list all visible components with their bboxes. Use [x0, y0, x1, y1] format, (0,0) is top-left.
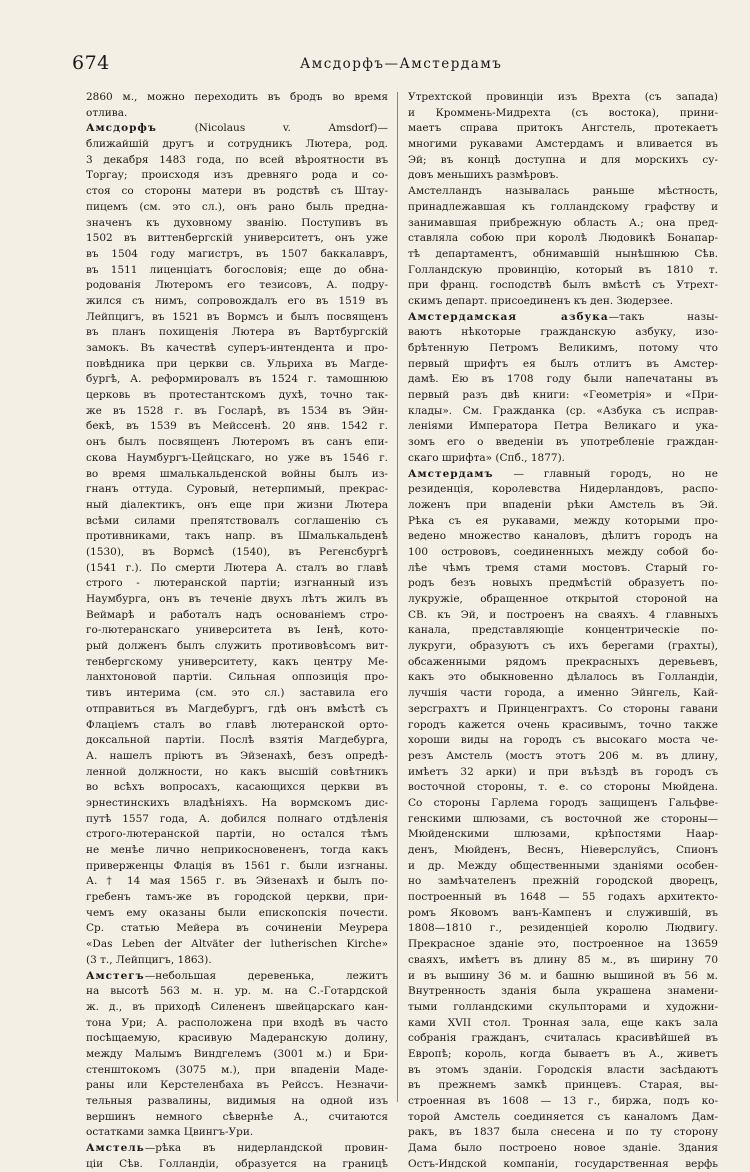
text-line [408, 859, 718, 875]
line-text: обсаженными рядомъ прекрасныхъ деревьевъ, [408, 655, 718, 668]
line-text: —рѣка въ нидерландской провин- [144, 1142, 388, 1155]
line-text: довъ меньшихъ размѣровъ. [408, 169, 559, 182]
line-text: но замѣчателенъ прежній городской дворецъ, [408, 875, 718, 888]
text-line [86, 325, 388, 341]
text-line [86, 874, 388, 890]
line-text: леніями Императора Петра Великаго и ука- [408, 420, 718, 433]
text-line [408, 921, 718, 937]
text-line [408, 545, 718, 561]
text-line [408, 278, 718, 294]
line-text: въ прежнемъ замкѣ принцевъ. Старая, вы- [408, 1079, 718, 1092]
text-line [408, 827, 718, 843]
line-text: въ планъ похищенія Лютера въ Вартбургскій [86, 326, 388, 339]
line-text: значенъ къ духовному званію. Поступивъ въ [86, 216, 388, 229]
line-text: (Nicolaus v. Amsdorf)— [156, 122, 388, 135]
line-text: го-лютеранскаго университета въ Іенѣ, кото- [86, 624, 388, 637]
line-text: Остъ-Индской компаніи, государственная верфь [408, 1157, 718, 1170]
text-line [408, 168, 718, 184]
text-line [408, 623, 718, 639]
line-text: А. † 14 мая 1565 г. въ Эйзенахѣ и былъ по- [86, 875, 388, 888]
line-text: ракъ, въ 1837 была снесена и по ту сторону [408, 1126, 718, 1139]
line-text: собранія гражданъ, считалась красивѣйшей въ [408, 1032, 718, 1045]
text-line [86, 184, 388, 200]
text-line [86, 686, 388, 702]
text-line [86, 639, 388, 655]
line-text: Лейпцигъ, въ 1521 въ Вормсъ и былъ посвященъ [86, 310, 388, 323]
page-number: 674 [72, 52, 110, 74]
text-line [408, 812, 718, 828]
line-text: Голландскую провинцію, который въ 1810 т. [408, 263, 718, 276]
text-line [86, 247, 388, 263]
line-text: Прекрасное зданіе это, построенное на 13659 [408, 938, 718, 951]
line-text: построенный въ 1648 — 55 годахъ архитекто- [408, 891, 718, 904]
text-line [408, 1047, 718, 1063]
text-line [408, 372, 718, 388]
text-line [86, 372, 388, 388]
text-line [86, 482, 388, 498]
text-line [408, 404, 718, 420]
text-line [86, 1078, 388, 1094]
line-text: ціи Сѣв. Голландіи, образуется на границѣ [86, 1157, 388, 1170]
line-text: родъ безъ новыхъ предмѣстій образуетъ по- [408, 577, 718, 590]
text-line [86, 780, 388, 796]
line-text: резъ Амстель (мостъ этотъ 206 м. въ длину, [408, 749, 718, 762]
line-text: Эй; въ концѣ доступна и для морскихъ су- [408, 153, 718, 166]
line-text: первый шрифтъ ея былъ отлитъ въ Амстер- [408, 357, 718, 370]
line-text: на высотѣ 563 м. н. ур. м. на С.-Готардской [86, 985, 388, 998]
line-text: и Кроммень-Мидрехта (съ востока), прини- [408, 106, 718, 119]
line-text: строенная въ 1608 — 13 г., биржа, подъ ко- [408, 1095, 718, 1107]
line-text: скова Наумбургъ-Цейцскаго, но уже въ 1546 г. [86, 451, 388, 464]
line-text: не менѣе лично неприкосновененъ, тогда какъ [86, 844, 388, 856]
text-line [86, 623, 388, 639]
text-line [86, 168, 388, 184]
line-text: маетъ справа притокъ Ангстель, протекаетъ [408, 122, 718, 135]
text-line [408, 608, 718, 624]
line-text: противниками, такъ напр. въ Шмалькальденѣ [86, 530, 388, 543]
line-text: денъ, Мюйденъ, Веснъ, Нieверслуйсъ, Спионъ [408, 844, 718, 856]
line-text: тивъ интерима (см. это сл.) заставила его [86, 687, 388, 700]
line-text: рый долженъ былъ служить противовѣсомъ вит- [86, 640, 388, 653]
text-line [86, 984, 388, 1000]
line-text: 2860 м., можно переходить въ бродъ во время [86, 91, 388, 103]
text-line [86, 1063, 388, 1079]
text-line [408, 514, 718, 530]
text-line [408, 969, 718, 985]
text-line [408, 953, 718, 969]
line-text: остатками замка Цвингъ-Ури. [86, 1126, 254, 1139]
text-line [86, 1031, 388, 1047]
line-text: Утрехтской провинціи изъ Врехта (съ запада) [408, 91, 718, 103]
line-text: во время шмалькальденской войны былъ из- [86, 467, 388, 480]
line-text: ложенъ при впаденіи рѣки Амстель въ Эй. [408, 498, 718, 511]
text-line [408, 90, 718, 106]
line-text: раны или Керстеленбаха въ Рейссъ. Незначи- [86, 1079, 388, 1092]
line-text: (1541 г.). По смерти Лютера А. сталъ во главѣ [86, 561, 388, 574]
text-line [408, 184, 718, 200]
text-line [86, 278, 388, 294]
line-text: (1530), въ Вормсѣ (1540), въ Регенсбургѣ [86, 545, 388, 558]
line-text: тенбергскому университету, какъ центру Ме- [86, 655, 388, 668]
text-line [408, 325, 718, 341]
line-text: родованія Лютеромъ его тезисовъ, А. подру- [86, 279, 388, 292]
line-text: Со стороны Гарлема городъ защищенъ Гальфве- [408, 796, 718, 809]
line-text: вершинъ немного сѣвернѣе А., считаются [86, 1110, 388, 1123]
line-text: торой Амстель соединяется съ каналомъ Дам- [408, 1110, 718, 1123]
line-text: Веймарѣ и работалъ надъ основаніемъ стро- [86, 608, 388, 621]
text-line [86, 216, 388, 232]
text-line [86, 1047, 388, 1063]
line-text: тыми голландскими скульпторами и художни- [408, 1000, 718, 1013]
text-line [86, 106, 388, 122]
text-line [408, 106, 718, 122]
text-line [86, 451, 388, 467]
line-text: гнанъ оттуда. Суровый, нетерпимый, прекрас- [86, 483, 388, 496]
text-line [408, 843, 718, 859]
text-line [86, 294, 388, 310]
line-text: въ 1504 году магистръ, въ 1507 баккалавръ, [86, 247, 388, 260]
line-text: путѣ 1557 года, А. добился полнаго отдѣленія [86, 812, 388, 825]
text-line [408, 1000, 718, 1016]
text-line [408, 1125, 718, 1141]
entry-headword: Амстердамская азбука [408, 310, 609, 323]
line-text: Наумбурга, онъ въ теченіе двухъ лѣтъ жилъ въ [86, 593, 388, 605]
line-text: брѣтенную Петромъ Великимъ, потому что [408, 342, 718, 354]
line-text: —такъ назы- [608, 310, 718, 323]
line-text: скимъ департ. присоединенъ къ ден. Зюдерзее. [408, 294, 674, 307]
text-line [408, 294, 718, 310]
text-line [86, 765, 388, 781]
line-text: церковь въ протестантскомъ духѣ, точно так- [86, 389, 388, 402]
text-line [408, 984, 718, 1000]
line-text: стоя со стороны матери въ родствѣ съ Штау- [86, 185, 388, 198]
line-text: доксальной партіи. Послѣ взятія Магдебурга, [86, 734, 388, 747]
text-line [86, 1157, 388, 1172]
text-line [86, 514, 388, 530]
text-line [408, 216, 718, 232]
line-text: гребенъ тамъ-же въ городской церкви, при- [86, 891, 388, 904]
text-line [408, 247, 718, 263]
line-text: Торгау; происходя изъ древняго рода и со- [86, 169, 388, 182]
line-text: какъ это обыкновенно дѣлалось въ Голландіи, [408, 671, 718, 684]
line-text: первый разъ двѣ книги: «Геометрія» и «При- [408, 389, 718, 402]
line-text: бекѣ, въ 1539 въ Мейссенѣ. 20 янв. 1542 г. [86, 420, 388, 433]
text-line [86, 388, 388, 404]
text-line [86, 153, 388, 169]
text-line [408, 733, 718, 749]
line-text: восточной стороны, т. е. со стороны Мюйдена. [408, 781, 718, 794]
entry-start-line [86, 1141, 388, 1157]
line-text: ленной должности, но какъ высшій совѣтникъ [86, 765, 388, 778]
text-line [408, 153, 718, 169]
line-text: приверженцы Флація въ 1561 г. были изгнаны. [86, 859, 388, 872]
line-text: при франц. господствѣ былъ вмѣстѣ съ Утрехт- [408, 279, 718, 292]
line-text: 1808—1810 г., резиденціей королю Людвигу. [408, 922, 718, 935]
text-line [408, 655, 718, 671]
text-line [408, 890, 718, 906]
text-line [408, 749, 718, 765]
text-line [408, 592, 718, 608]
line-text: — главный городъ, но не [493, 467, 718, 480]
line-text: «Das Leben der Altväter der lutherischen Kirche» [86, 938, 388, 951]
text-line [408, 639, 718, 655]
text-line [86, 890, 388, 906]
text-line [86, 419, 388, 435]
text-line [86, 921, 388, 937]
text-line [86, 1094, 388, 1110]
text-line [408, 263, 718, 279]
line-text: ваютъ нѣкоторые гражданскую азбуку, изо- [408, 326, 718, 339]
line-text: 3 декабря 1483 года, по всей вѣроятности въ [86, 153, 388, 166]
line-text: замокъ. Въ качествѣ суперъ-интендента и про- [86, 342, 388, 354]
text-line [86, 404, 388, 420]
line-text: же въ 1528 г. въ Госларѣ, въ 1534 въ Эйн- [86, 404, 388, 417]
text-line [408, 498, 718, 514]
line-text: Ср. статью Мейера въ сочиненіи Меурера [86, 922, 388, 935]
line-text: онъ былъ посвященъ Лютеромъ въ санъ епи- [86, 436, 388, 449]
text-line [408, 529, 718, 545]
text-line [86, 435, 388, 451]
line-text: 100 острововъ, соединенныхъ между собой бо- [408, 545, 718, 558]
line-text: строго - лютеранской партіи; изгнанный изъ [86, 577, 388, 590]
line-text: —небольшая деревенька, лежитъ [144, 969, 388, 982]
text-line [408, 1157, 718, 1172]
text-line [86, 137, 388, 153]
line-text: 1502 въ виттенбергскій университетъ, онъ уже [86, 232, 388, 245]
line-text: повѣдника при церкви св. Ульриха въ Магде- [86, 357, 388, 370]
text-line [86, 812, 388, 828]
line-text: между Малымъ Виндгелемъ (3001 м.) и Бри- [86, 1047, 388, 1060]
text-line [86, 576, 388, 592]
text-line [86, 561, 388, 577]
text-line [86, 592, 388, 608]
line-text: А. нашелъ пріютъ въ Эйзенахѣ, безъ опредѣ- [86, 749, 388, 762]
text-line [408, 1078, 718, 1094]
entry-headword: Амстель [86, 1142, 145, 1155]
text-line [408, 121, 718, 137]
line-text: ланхтоновой партіи. Сильная оппозиція про- [86, 671, 388, 684]
line-text: во всѣхъ вопросахъ, касающихся церкви въ [86, 781, 388, 794]
text-line [408, 419, 718, 435]
text-line [86, 231, 388, 247]
text-line [408, 388, 718, 404]
text-line [86, 670, 388, 686]
text-line [408, 200, 718, 216]
line-text: и въ вышину 36 м. и башню вышиной въ 56 м. [408, 969, 718, 982]
line-text: СВ. къ Эй, и построенъ на сваяхъ. 4 главныхъ [408, 608, 718, 621]
text-line [86, 1110, 388, 1126]
line-text: Амстелландъ называлась раньше мѣстность, [408, 185, 718, 198]
text-line [408, 1031, 718, 1047]
text-line [408, 231, 718, 247]
text-line [408, 561, 718, 577]
line-text: всѣми силами препятствовалъ соглашенію съ [86, 514, 388, 527]
text-line [86, 1125, 388, 1141]
entry-headword: Амстердамъ [408, 467, 494, 480]
line-text: канала, представляющіе концентрическіе по- [408, 624, 718, 637]
line-text: Мюйденскими шлюзами, крѣпостями Наар- [408, 828, 718, 841]
text-line [408, 341, 718, 357]
line-text: ведено множество каналовъ, дѣлитъ городъ на [408, 530, 718, 543]
text-line [86, 655, 388, 671]
text-line [86, 608, 388, 624]
line-text: лукруги, образуютъ съ ихъ берегами (грахты), [408, 640, 718, 653]
entry-start-line [408, 467, 718, 483]
running-head: Амсдорфъ—Амстердамъ [300, 56, 503, 72]
text-line [408, 780, 718, 796]
line-text: ный діалектикъ, онъ еще при жизни Лютера [86, 498, 388, 511]
line-text: Дама было построено новое зданіе. Здания [408, 1142, 718, 1155]
line-text: зерсграхтъ и Принценграхтъ. Со стороны гавани [408, 702, 718, 715]
line-text: многими рукавами Амстердамъ и вливается въ [408, 138, 718, 151]
column-rule [397, 92, 398, 1102]
text-line [408, 670, 718, 686]
line-text: тельныя развалины, видимыя на одной изъ [86, 1095, 388, 1107]
right-column [408, 90, 718, 1172]
text-line [408, 1094, 718, 1110]
text-line [86, 796, 388, 812]
text-line [86, 90, 388, 106]
line-text: пицемъ (см. это сл.), онъ рано быль предна- [86, 200, 388, 213]
text-line [86, 529, 388, 545]
text-line [86, 749, 388, 765]
line-text: въ этомъ зданіи. Городскія власти засѣдаютъ [408, 1063, 718, 1076]
line-text: Рѣка съ ея рукавами, между которыми про- [408, 514, 718, 527]
text-line [86, 843, 388, 859]
line-text: ж. д., въ приходѣ Силененъ швейцарскаго кан- [86, 1000, 388, 1013]
line-text: бургѣ, А. реформировалъ въ 1524 г. тамошнюю [86, 373, 388, 386]
line-text: стенштокомъ (3075 м.), при впаденіи Маде- [86, 1063, 388, 1076]
text-line [86, 357, 388, 373]
text-line [86, 906, 388, 922]
line-text: сваяхъ, имѣетъ въ длину 85 м., въ ширину 70 [408, 953, 718, 966]
line-text: генскими шлюзами, съ восточной же стороны— [408, 812, 718, 825]
text-line [408, 796, 718, 812]
line-text: строго-лютеранской партіи, но остался тѣмъ [86, 828, 388, 841]
text-line [408, 357, 718, 373]
line-text: отлива. [86, 106, 128, 119]
line-text: клады». См. Гражданка (ср. «Азбука съ исправ- [408, 404, 718, 417]
line-text: посѣщаемую, красивую Мадеранскую долину, [86, 1032, 388, 1045]
text-line [86, 1016, 388, 1032]
line-text: въ 1511 лиценціатъ богословія; еще до обна- [86, 263, 388, 276]
text-line [408, 937, 718, 953]
line-text: лукружіе, обращенное открытой стороной на [408, 593, 718, 605]
right-column-lines [408, 90, 718, 1172]
line-text: отправиться въ Магдебургъ, гдѣ онъ вмѣстѣ съ [86, 702, 388, 715]
text-line [408, 576, 718, 592]
text-line [86, 341, 388, 357]
text-line [86, 310, 388, 326]
text-line [86, 733, 388, 749]
text-line [86, 937, 388, 953]
line-text: тона Ури; А. расположена при входѣ въ часто [86, 1016, 388, 1029]
entry-start-line [86, 121, 388, 137]
line-text: лѣе чѣмъ тремя стами мостовъ. Старый го- [408, 561, 718, 574]
text-line [86, 953, 388, 969]
text-line [408, 482, 718, 498]
line-text: ближайшій другъ и сотрудникъ Лютера, род. [86, 138, 388, 151]
text-line [86, 718, 388, 734]
text-line [408, 874, 718, 890]
line-text: тѣ департаментъ, обнимавшій нынѣшнюю Сѣв. [408, 247, 718, 260]
line-text: ставляла собою при королѣ Людовикѣ Бонапар- [408, 232, 718, 245]
text-line [86, 827, 388, 843]
text-line [408, 686, 718, 702]
line-text: эрнестинскихъ владѣніяхъ. На вормскомъ дис- [86, 796, 388, 809]
entry-headword: Амстегъ [86, 969, 145, 982]
text-line [86, 702, 388, 718]
entry-start-line [408, 310, 718, 326]
line-text: занимавшая прибрежную область А.; она пред- [408, 216, 718, 229]
line-text: лучшія части города, а именно Эйнгель, Кай- [408, 687, 718, 700]
text-line [408, 765, 718, 781]
text-line [86, 1000, 388, 1016]
line-text: ками XVII стол. Тронная зала, еще какъ зала [408, 1016, 718, 1029]
line-text: Внутренность зданія была украшена знамени- [408, 985, 718, 998]
text-line [408, 435, 718, 451]
line-text: резиденція, королевства Нидерландовъ, распо- [408, 483, 718, 496]
text-line [86, 498, 388, 514]
line-text: дамѣ. Ею въ 1708 году были напечатаны въ [408, 373, 718, 386]
line-text: жился съ нимъ, сопровождалъ его въ 1519 въ [86, 294, 388, 307]
left-column-lines [86, 90, 388, 1172]
line-text: Флаціемъ сталъ во главѣ лютеранской орто- [86, 718, 388, 731]
text-line [408, 1016, 718, 1032]
line-text: и др. Между общественными зданіями особен- [408, 859, 718, 872]
text-line [86, 545, 388, 561]
line-text: зомъ его о введеніи въ употребленіе граждан- [408, 436, 718, 449]
text-line [408, 137, 718, 153]
line-text: Европѣ; король, когда бываетъ въ А., живетъ [408, 1047, 718, 1060]
text-line [86, 200, 388, 216]
line-text: скаго шрифта» (Спб., 1877). [408, 451, 566, 464]
text-line [408, 1141, 718, 1157]
entry-start-line [86, 969, 388, 985]
line-text: городъ кажется очень красивымъ, точно также [408, 718, 718, 731]
text-line [408, 906, 718, 922]
line-text: чемъ ему оказаны были епископскія почести. [86, 906, 388, 919]
text-line [408, 451, 718, 467]
text-line [408, 1110, 718, 1126]
left-column [86, 90, 388, 1172]
text-line [86, 263, 388, 279]
text-line [86, 859, 388, 875]
line-text: (3 т., Лейпцигъ, 1863). [86, 953, 212, 966]
entry-headword: Амсдорфъ [86, 122, 157, 135]
text-line [408, 702, 718, 718]
line-text: имѣетъ 32 арки) и при въѣздѣ въ городъ съ [408, 765, 718, 778]
line-text: ромъ Яковомъ ванъ-Кампенъ и служившій, въ [408, 906, 718, 919]
line-text: принадлежавшая къ голландскому графству и [408, 200, 718, 213]
text-line [86, 467, 388, 483]
text-line [408, 1063, 718, 1079]
text-line [408, 718, 718, 734]
line-text: хороши виды на городъ съ высокаго моста че- [408, 734, 718, 747]
